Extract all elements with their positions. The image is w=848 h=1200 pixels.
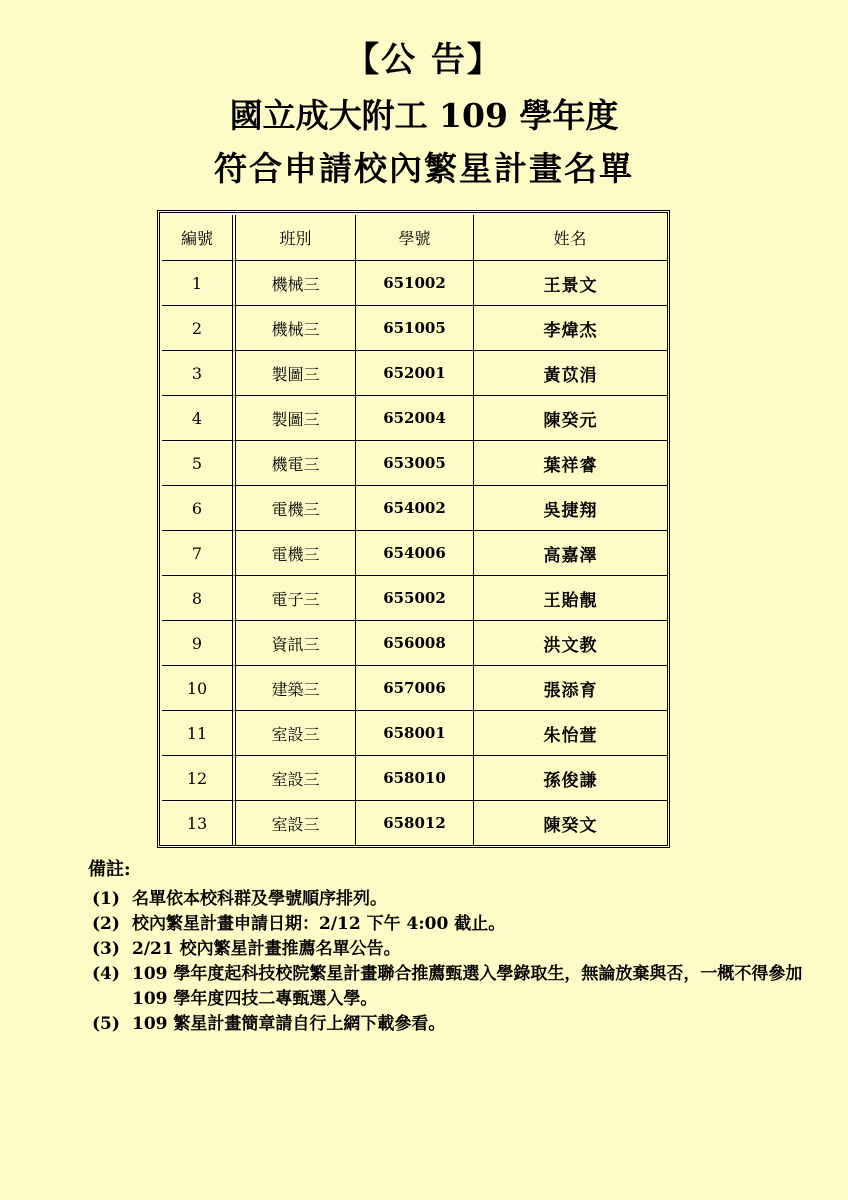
- cell-number: 11: [162, 711, 236, 756]
- table-row: [162, 531, 667, 576]
- table-row: [162, 756, 667, 801]
- cell-class: 機械三: [236, 261, 356, 306]
- roster-table: [162, 215, 667, 845]
- table-row: [162, 306, 667, 351]
- cell-class: 製圖三: [236, 396, 356, 441]
- cell-student-id: 651002: [356, 261, 474, 306]
- note-item: [92, 887, 812, 912]
- table-row: [162, 486, 667, 531]
- cell-class: 室設三: [236, 711, 356, 756]
- cell-student-id: 652001: [356, 351, 474, 396]
- cell-name: 高嘉澤: [474, 531, 667, 576]
- roster-table-body: [162, 261, 667, 845]
- cell-number: 10: [162, 666, 236, 711]
- table-row: [162, 441, 667, 486]
- notes-list: [92, 887, 812, 1037]
- note-label: (4): [92, 964, 120, 984]
- note-item: [92, 937, 812, 962]
- table-row: [162, 621, 667, 666]
- column-header-number: 編號: [162, 215, 236, 261]
- cell-class: 資訊三: [236, 621, 356, 666]
- cell-number: 12: [162, 756, 236, 801]
- cell-class: 機電三: [236, 441, 356, 486]
- cell-student-id: 654006: [356, 531, 474, 576]
- column-header-name: 姓名: [474, 215, 667, 261]
- cell-class: 電機三: [236, 486, 356, 531]
- cell-student-id: 654002: [356, 486, 474, 531]
- roster-table-frame: [157, 210, 670, 848]
- note-item: [92, 1012, 812, 1037]
- note-label: (3): [92, 939, 120, 959]
- table-row: [162, 576, 667, 621]
- cell-student-id: 656008: [356, 621, 474, 666]
- cell-name: 陳癸元: [474, 396, 667, 441]
- cell-name: 張添育: [474, 666, 667, 711]
- cell-name: 吳捷翔: [474, 486, 667, 531]
- note-label: (1): [92, 889, 120, 909]
- cell-number: 13: [162, 801, 236, 845]
- cell-student-id: 652004: [356, 396, 474, 441]
- cell-number: 7: [162, 531, 236, 576]
- cell-number: 3: [162, 351, 236, 396]
- cell-name: 王景文: [474, 261, 667, 306]
- note-text: 109 學年度起科技校院繁星計畫聯合推薦甄選入學錄取生，無論放棄與否，一概不得參加 109 學年度四技二專甄選入學。: [132, 964, 803, 1009]
- cell-number: 5: [162, 441, 236, 486]
- page-subtitle: 符合申請校內繁星計畫名單: [214, 149, 634, 188]
- cell-number: 6: [162, 486, 236, 531]
- cell-name: 王貽靚: [474, 576, 667, 621]
- cell-student-id: 658012: [356, 801, 474, 845]
- cell-number: 2: [162, 306, 236, 351]
- cell-name: 洪文教: [474, 621, 667, 666]
- note-item: [92, 962, 812, 1012]
- notice-heading: 【公 告】: [345, 40, 503, 80]
- cell-name: 朱怡萱: [474, 711, 667, 756]
- cell-student-id: 657006: [356, 666, 474, 711]
- table-row: [162, 396, 667, 441]
- note-text: 名單依本校科群及學號順序排列。: [132, 889, 387, 909]
- note-label: (2): [92, 914, 120, 934]
- table-row: [162, 711, 667, 756]
- cell-class: 室設三: [236, 756, 356, 801]
- table-row: [162, 261, 667, 306]
- table-row: [162, 351, 667, 396]
- cell-class: 建築三: [236, 666, 356, 711]
- table-row: [162, 801, 667, 845]
- cell-class: 電子三: [236, 576, 356, 621]
- note-item: [92, 912, 812, 937]
- cell-number: 9: [162, 621, 236, 666]
- cell-student-id: 658010: [356, 756, 474, 801]
- cell-name: 葉祥睿: [474, 441, 667, 486]
- cell-name: 孫俊謙: [474, 756, 667, 801]
- table-header-row: [162, 215, 667, 261]
- table-row: [162, 666, 667, 711]
- cell-class: 機械三: [236, 306, 356, 351]
- cell-number: 8: [162, 576, 236, 621]
- note-text: 109 繁星計畫簡章請自行上網下載參看。: [132, 1014, 446, 1034]
- cell-number: 4: [162, 396, 236, 441]
- column-header-student-id: 學號: [356, 215, 474, 261]
- cell-class: 電機三: [236, 531, 356, 576]
- cell-class: 製圖三: [236, 351, 356, 396]
- note-label: (5): [92, 1014, 120, 1034]
- cell-name: 黃苡涓: [474, 351, 667, 396]
- cell-student-id: 655002: [356, 576, 474, 621]
- cell-student-id: 651005: [356, 306, 474, 351]
- cell-name: 陳癸文: [543, 815, 598, 836]
- note-text: 2/21 校內繁星計畫推薦名單公告。: [132, 939, 401, 959]
- notes-title: 備註:: [88, 859, 131, 880]
- cell-class: 室設三: [236, 801, 356, 845]
- cell-student-id: 653005: [356, 441, 474, 486]
- note-text: 校內繁星計畫申請日期：2/12 下午 4:00 截止。: [132, 914, 506, 934]
- cell-student-id: 658001: [356, 711, 474, 756]
- page-title: 國立成大附工 109 學年度: [229, 96, 619, 135]
- cell-name: 李煒杰: [474, 306, 667, 351]
- column-header-class: 班別: [236, 215, 356, 261]
- cell-number: 1: [162, 261, 236, 306]
